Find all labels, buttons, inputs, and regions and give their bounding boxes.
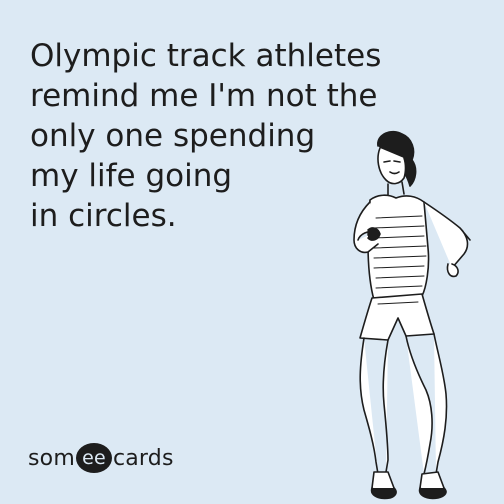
runner-left-leg [360,338,388,474]
someecards-logo [28,441,174,475]
runner-right-arm [424,202,470,268]
logo-ee-badge: ee [76,443,112,473]
caption-line-3: only one spending [30,118,316,154]
caption-line-2: remind me I'm not the [30,78,378,114]
logo-text-pre: som [28,445,75,471]
caption-line-4: my life going [30,158,233,194]
caption-line-5: in circles. [30,198,177,234]
runner-right-leg [406,334,447,474]
logo-text-post: cards [112,445,174,471]
runner-shorts [360,294,434,340]
runner-illustration [318,128,488,504]
caption-line-1: Olympic track athletes [30,38,382,74]
